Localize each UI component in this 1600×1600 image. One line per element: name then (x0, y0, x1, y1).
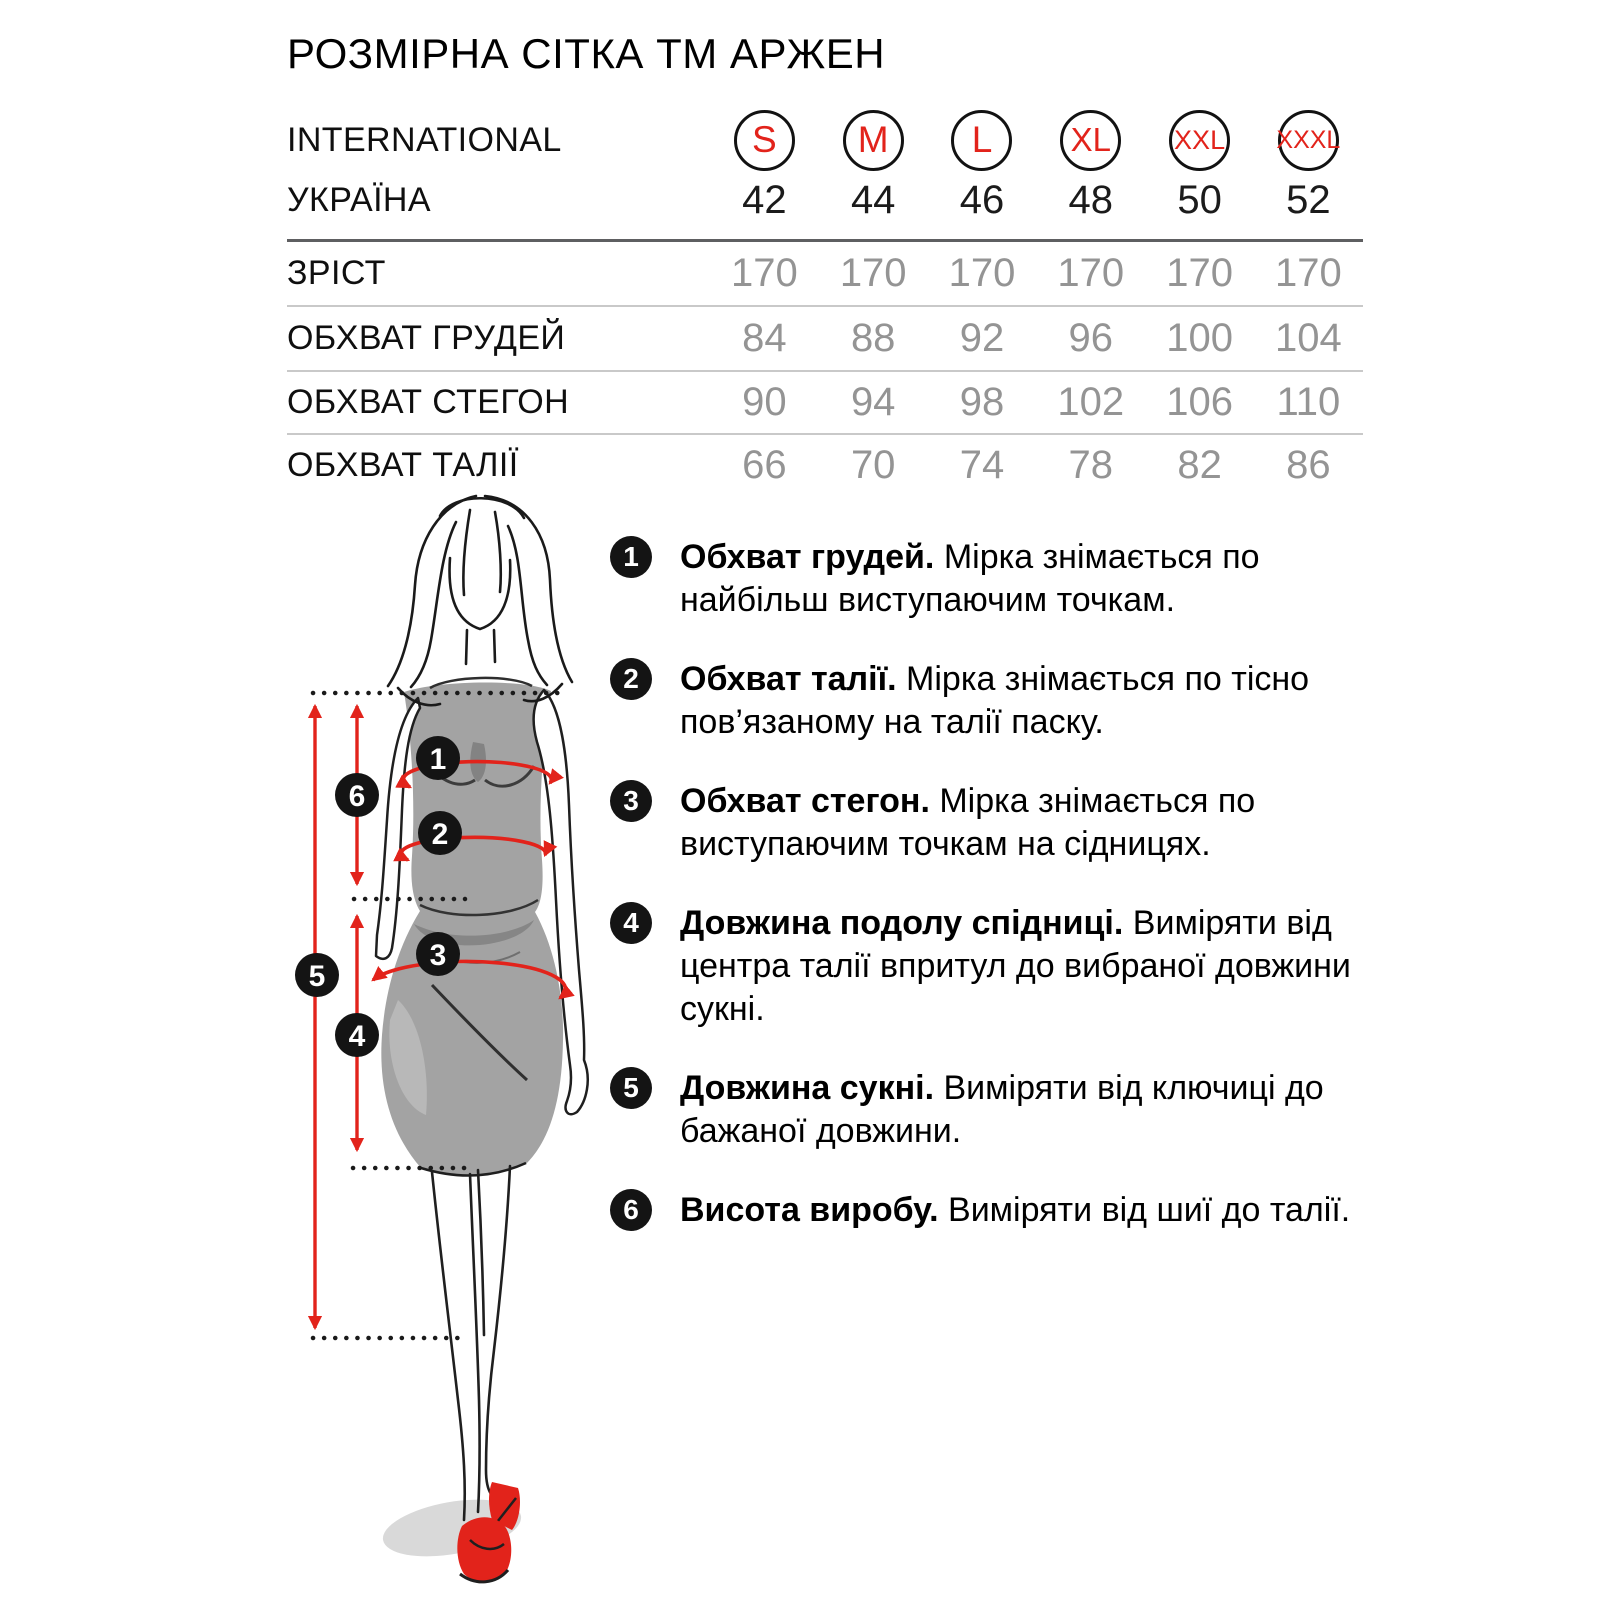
table-cell: 94 (850, 380, 896, 424)
row-label-waist: ОБХВАТ ТАЛІЇ (287, 445, 519, 484)
size-circle-xxl: XXL (1169, 110, 1230, 171)
table-row-chest (287, 307, 1363, 370)
table-cell: 110 (1276, 380, 1341, 424)
table-cell: 82 (1177, 442, 1222, 487)
table-row-international (287, 100, 1363, 180)
table-cell: 92 (959, 316, 1005, 360)
table-cell: 86 (1286, 442, 1331, 487)
dress-shape (381, 678, 563, 1176)
row-label-hips: ОБХВАТ СТЕГОН (287, 383, 570, 421)
table-cell: 44 (850, 177, 896, 222)
legend-text-5: Довжина сукні. Виміряти від ключиці до бажаної довжини. (680, 1069, 1324, 1150)
row-label-international: INTERNATIONAL (287, 120, 562, 159)
legend-text-2: Обхват талії. Мірка знімається по тісно пов’язаному на талії паску. (680, 660, 1310, 741)
svg-text:3: 3 (429, 939, 447, 972)
size-circle-xl: XL (1060, 110, 1121, 171)
svg-text:1: 1 (429, 743, 447, 776)
table-cell: 88 (850, 316, 896, 360)
legend-item-6 (610, 1189, 1360, 1232)
legend-badge-1: 1 (610, 536, 652, 578)
legend-item-1 (610, 536, 1360, 622)
svg-text:4: 4 (348, 1020, 366, 1053)
table-cell: 170 (1166, 251, 1233, 295)
table-cell: 42 (742, 177, 787, 222)
table-cell: 104 (1275, 316, 1342, 360)
table-cell: 48 (1068, 177, 1114, 222)
table-cell: 98 (959, 380, 1005, 424)
svg-text:5: 5 (308, 960, 326, 993)
legend-badge-2: 2 (610, 658, 652, 700)
size-circle-xxxl: XXXL (1278, 110, 1339, 171)
table-cell: 170 (948, 251, 1016, 295)
table-cell: 52 (1286, 177, 1331, 222)
table-cell: 78 (1068, 442, 1114, 487)
legend-badge-4: 4 (610, 902, 652, 944)
legend-item-3 (610, 780, 1360, 866)
table-cell: 84 (742, 316, 787, 360)
table-cell: 50 (1177, 177, 1222, 222)
table-cell: 170 (1057, 251, 1125, 295)
table-cell: 66 (742, 442, 787, 487)
page-title: РОЗМІРНА СІТКА ТМ АРЖЕН (287, 30, 886, 77)
legend-item-2 (610, 658, 1360, 744)
head (388, 496, 572, 705)
table-cell: 90 (742, 380, 787, 424)
table-cell: 70 (850, 442, 896, 487)
table-row-height (287, 242, 1363, 305)
table-cell: 170 (731, 251, 798, 295)
legend-text-6: Висота виробу. Виміряти від шиї до талії. (680, 1191, 1351, 1229)
legend-item-4 (610, 902, 1360, 1031)
size-cell (1145, 110, 1254, 171)
legend-badge-5: 5 (610, 1067, 652, 1109)
legs (432, 1166, 510, 1520)
table-cell: 106 (1166, 380, 1233, 424)
row-label-chest: ОБХВАТ ГРУДЕЙ (287, 319, 566, 357)
table-row-ukraine (287, 172, 1363, 228)
table-cell: 100 (1166, 316, 1233, 360)
legend-badge-6: 6 (610, 1189, 652, 1231)
legend-item-5 (610, 1067, 1360, 1153)
svg-text:2: 2 (431, 818, 449, 851)
size-circle-l: L (951, 110, 1012, 171)
legend-badge-3: 3 (610, 780, 652, 822)
size-cell (928, 110, 1037, 171)
table-cell: 170 (839, 251, 907, 295)
legend-text-4: Довжина подолу спідниці. Виміряти від центра талії впритул до вибраної довжини сукні. (680, 904, 1351, 1028)
table-row-hips (287, 372, 1363, 433)
table-cell: 74 (959, 442, 1005, 487)
legend-text-3: Обхват стегон. Мірка знімається по виступаючим точкам на сідницях. (680, 782, 1256, 863)
svg-text:6: 6 (348, 780, 366, 813)
size-circle-m: M (843, 110, 904, 171)
measurement-legend (610, 536, 1360, 1268)
size-cell (710, 110, 819, 171)
size-cell (1254, 110, 1363, 171)
legend-text-1: Обхват грудей. Мірка знімається по найбільш виступаючим точкам. (680, 538, 1260, 619)
table-cell: 46 (959, 177, 1005, 222)
table-cell: 102 (1057, 380, 1125, 424)
row-label-ukraine: УКРАЇНА (287, 180, 431, 219)
size-cell (1036, 110, 1145, 171)
size-circle-s: S (734, 110, 795, 171)
table-cell: 96 (1068, 316, 1114, 360)
size-cell (819, 110, 928, 171)
table-cell: 170 (1275, 251, 1342, 295)
measurement-figure-illustration (280, 480, 640, 1600)
row-label-height: ЗРІСТ (287, 254, 386, 292)
